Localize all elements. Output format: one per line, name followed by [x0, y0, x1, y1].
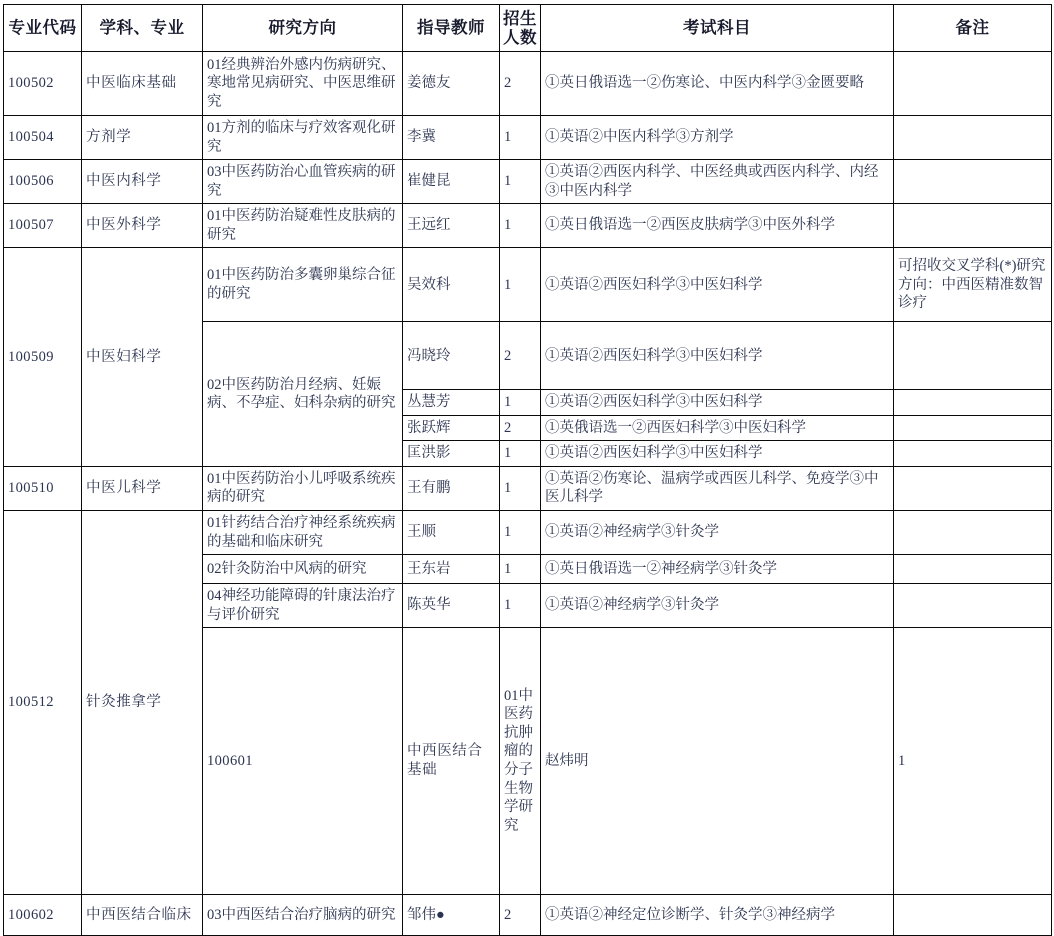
cell-enrollment-quota: 1	[500, 441, 541, 467]
cell-exam-subjects: ①英日俄语选一②伤寒论、中医内科学③金匮要略	[541, 52, 894, 116]
cell-remarks	[894, 160, 1052, 204]
cell-exam-subjects: ①英语②伤寒论、温病学或西医儿科学、免疫学③中医儿科学	[541, 466, 894, 510]
cell-exam-subjects: ①英俄语选一②西医妇科学③中医妇科学	[541, 415, 894, 441]
cell-remarks	[894, 511, 1052, 555]
column-header-quota-line2: 人数	[503, 28, 537, 47]
table-row	[4, 466, 1052, 510]
cell-major-code: 100601	[203, 628, 403, 895]
cell-enrollment-quota: 1	[500, 160, 541, 204]
cell-discipline-name: 中医妇科学	[82, 248, 203, 467]
cell-supervisor: 邹伟●	[403, 894, 500, 935]
table-row	[4, 160, 1052, 204]
cell-discipline-name: 方剂学	[82, 116, 203, 160]
cell-remarks	[894, 52, 1052, 116]
cell-major-code: 100512	[4, 511, 82, 895]
column-header-quota-line1: 招生	[503, 8, 537, 28]
cell-exam-subjects: ①英语②西医妇科学③中医妇科学	[541, 322, 894, 390]
cell-exam-subjects: ①英语②神经病学③针灸学	[541, 511, 894, 555]
cell-major-code: 100507	[4, 204, 82, 248]
cell-remarks	[894, 584, 1052, 628]
cell-supervisor: 匡洪影	[403, 441, 500, 467]
cell-remarks	[894, 441, 1052, 467]
cell-enrollment-quota: 1	[500, 204, 541, 248]
cell-discipline-name: 中西医结合基础	[403, 628, 500, 895]
cell-remarks	[894, 555, 1052, 584]
cell-discipline-name: 中医内科学	[82, 160, 203, 204]
cell-exam-subjects: ①英日俄语选一②神经病学③针灸学	[541, 555, 894, 584]
header-row	[4, 5, 1052, 52]
cell-exam-subjects: ①英语②西医内科学、中医经典或西医内科学、内经③中医内科学	[541, 160, 894, 204]
cell-exam-subjects: ①英语②中医内科学③方剂学	[541, 116, 894, 160]
cell-supervisor: 吴效科	[403, 248, 500, 322]
cell-exam-subjects: ①英语②神经病学③针灸学	[541, 584, 894, 628]
cell-major-code: 100602	[4, 894, 82, 935]
cell-remarks	[894, 204, 1052, 248]
cell-enrollment-quota: 1	[500, 511, 541, 555]
column-header-supervisor: 指导教师	[403, 5, 500, 52]
table-row	[4, 204, 1052, 248]
cell-enrollment-quota: 1	[500, 555, 541, 584]
cell-research-direction: 02中医药防治月经病、妊娠病、不孕症、妇科杂病的研究	[203, 322, 403, 467]
column-header-discipline: 学科、专业	[82, 5, 203, 52]
cell-exam-subjects: ①英日俄语选一②西医皮肤病学③中医外科学	[541, 204, 894, 248]
cell-major-code: 100502	[4, 52, 82, 116]
cell-supervisor: 王有鹏	[403, 466, 500, 510]
cell-supervisor: 崔健昆	[403, 160, 500, 204]
cell-research-direction: 04神经功能障碍的针康法治疗与评价研究	[203, 584, 403, 628]
cell-major-code: 100504	[4, 116, 82, 160]
cell-research-direction: 03中医药防治心血管疾病的研究	[203, 160, 403, 204]
table-row	[4, 894, 1052, 935]
cell-major-code: 100506	[4, 160, 82, 204]
cell-remarks	[894, 116, 1052, 160]
cell-research-direction: 01经典辨治外感内伤病研究、寒地常见病研究、中医思维研究	[203, 52, 403, 116]
cell-supervisor: 冯晓玲	[403, 322, 500, 390]
cell-remarks	[894, 466, 1052, 510]
cell-remarks	[894, 322, 1052, 390]
cell-enrollment-quota: 2	[500, 52, 541, 116]
cell-remarks	[894, 415, 1052, 441]
cell-discipline-name: 中医临床基础	[82, 52, 203, 116]
cell-supervisor: 丛慧芳	[403, 390, 500, 416]
cell-research-direction: 02针灸防治中风病的研究	[203, 555, 403, 584]
cell-enrollment-quota: 2	[500, 415, 541, 441]
cell-discipline-name: 中医外科学	[82, 204, 203, 248]
cell-remarks	[894, 894, 1052, 935]
cell-exam-subjects: ①英语②神经定位诊断学、针灸学③神经病学	[541, 894, 894, 935]
cell-discipline-name: 针灸推拿学	[82, 511, 203, 895]
cell-enrollment-quota: 1	[500, 584, 541, 628]
cell-major-code: 100510	[4, 466, 82, 510]
cell-enrollment-quota: 2	[500, 322, 541, 390]
column-header-quota	[500, 5, 541, 52]
cell-supervisor: 王东岩	[403, 555, 500, 584]
cell-research-direction: 01中医药抗肿瘤的分子生物学研究	[500, 628, 541, 895]
cell-exam-subjects: ①英语②西医妇科学③中医妇科学	[541, 390, 894, 416]
cell-research-direction: 01中医药防治疑难性皮肤病的研究	[203, 204, 403, 248]
cell-discipline-name: 中医儿科学	[82, 466, 203, 510]
table-row	[4, 52, 1052, 116]
cell-supervisor: 李冀	[403, 116, 500, 160]
cell-research-direction: 01方剂的临床与疗效客观化研究	[203, 116, 403, 160]
cell-research-direction: 01中医药防治多囊卵巢综合征的研究	[203, 248, 403, 322]
cell-discipline-name: 中西医结合临床	[82, 894, 203, 935]
graduate-admissions-table	[3, 4, 1052, 936]
cell-supervisor: 王远红	[403, 204, 500, 248]
cell-exam-subjects: ①英语②西医妇科学③中医妇科学	[541, 441, 894, 467]
cell-research-direction: 01针药结合治疗神经系统疾病的基础和临床研究	[203, 511, 403, 555]
cell-supervisor: 姜德友	[403, 52, 500, 116]
cell-enrollment-quota: 1	[894, 628, 1052, 895]
table-body	[4, 52, 1052, 936]
cell-remarks: 可招收交叉学科(*)研究方向：中西医精准数智诊疗	[894, 248, 1052, 322]
cell-enrollment-quota: 1	[500, 248, 541, 322]
cell-enrollment-quota: 1	[500, 390, 541, 416]
cell-supervisor: 赵炜明	[541, 628, 894, 895]
cell-enrollment-quota: 1	[500, 466, 541, 510]
column-header-remarks: 备注	[894, 5, 1052, 52]
cell-major-code: 100509	[4, 248, 82, 467]
table-row	[4, 248, 1052, 322]
cell-exam-subjects: ①英语②西医妇科学③中医妇科学	[541, 248, 894, 322]
cell-supervisor: 张跃辉	[403, 415, 500, 441]
cell-supervisor: 王顺	[403, 511, 500, 555]
cell-remarks	[894, 390, 1052, 416]
column-header-research-direction: 研究方向	[203, 5, 403, 52]
cell-enrollment-quota: 2	[500, 894, 541, 935]
cell-enrollment-quota: 1	[500, 116, 541, 160]
table-row	[4, 116, 1052, 160]
cell-research-direction: 03中西医结合治疗脑病的研究	[203, 894, 403, 935]
cell-supervisor: 陈英华	[403, 584, 500, 628]
column-header-major-code: 专业代码	[4, 5, 82, 52]
table-row	[4, 511, 1052, 555]
table-header	[4, 5, 1052, 52]
column-header-exam-subjects: 考试科目	[541, 5, 894, 52]
cell-research-direction: 01中医药防治小儿呼吸系统疾病的研究	[203, 466, 403, 510]
